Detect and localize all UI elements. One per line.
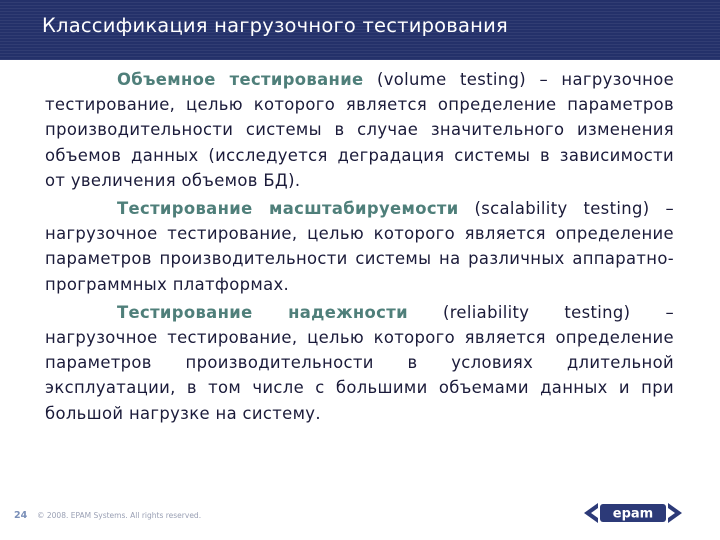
page-number: 24 (14, 510, 28, 521)
paragraph-scalability-testing (45, 196, 674, 297)
paragraph-reliability-testing (45, 300, 674, 426)
definition-volume-testing: (volume testing) – нагрузочное тестирование, целью которого является определение параметров производительности системы в случае значительного изменения объемов данных (исследуется деградация системы в зависимости от увеличения объемов БД). (45, 70, 675, 190)
logo-text: epam (612, 506, 654, 522)
copyright-notice: © 2008. EPAM Systems. All rights reserved. (37, 511, 202, 520)
definition-scalability-testing: (scalability testing) – нагрузочное тестирование, целью которого является определение параметров производительности системы на различных аппаратно-программных платформах. (45, 199, 674, 294)
term-scalability-testing: Тестирование масштабируемости (117, 199, 459, 219)
epam-logo (582, 500, 684, 526)
slide-header (0, 0, 720, 60)
term-volume-testing: Объемное тестирование (117, 70, 364, 89)
slide-body (45, 67, 674, 429)
term-reliability-testing: Тестирование надежности (117, 302, 408, 322)
definition-reliability-testing: (reliability testing) – нагрузочное тестирование, целью которого является определение параметров производительности в условиях длительной эксплуатации, в том числе с большими объемами данных и при большой нагрузке на систему. (45, 302, 674, 423)
slide-title: Классификация нагрузочного тестирования (42, 14, 508, 37)
paragraph-volume-testing (45, 67, 674, 193)
